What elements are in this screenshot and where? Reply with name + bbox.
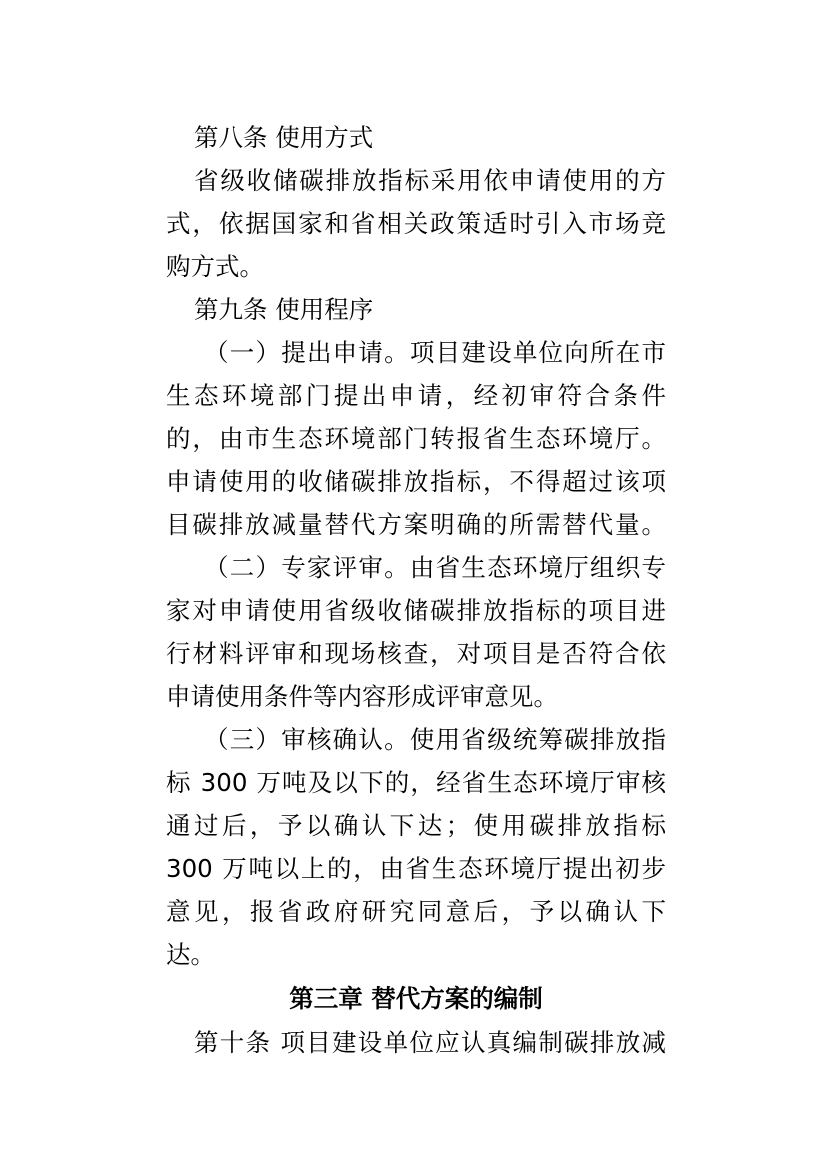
article-8-title: 第八条 使用方式: [194, 123, 374, 152]
paragraph-line: 申请使用条件等内容形成评审意见。: [166, 682, 558, 711]
paragraph-line: 的，由市生态环境部门转报省生态环境厅。: [166, 424, 666, 453]
paragraph-line: （一）提出申请。项目建设单位向所在市: [204, 338, 666, 367]
paragraph-line: 式，依据国家和省相关政策适时引入市场竞: [166, 209, 666, 238]
paragraph-line: 行材料评审和现场核查，对项目是否符合依: [166, 639, 666, 668]
paragraph-line: 300 万吨以上的，由省生态环境厅提出初步: [166, 854, 666, 883]
article-10-start: 第十条 项目建设单位应认真编制碳排放减: [194, 1028, 666, 1057]
paragraph-line: （二）专家评审。由省生态环境厅组织专: [204, 553, 666, 582]
article-9-title: 第九条 使用程序: [194, 295, 374, 324]
paragraph-line: 意见，报省政府研究同意后，予以确认下: [166, 897, 666, 926]
paragraph-line: 目碳排放减量替代方案明确的所需替代量。: [166, 510, 666, 539]
paragraph-line: 省级收储碳排放指标采用依申请使用的方: [194, 166, 666, 195]
chapter-3-heading: 第三章 替代方案的编制: [289, 984, 543, 1013]
paragraph-line: 申请使用的收储碳排放指标，不得超过该项: [166, 467, 666, 496]
paragraph-line: （三）审核确认。使用省级统筹碳排放指: [204, 725, 666, 754]
paragraph-line: 购方式。: [166, 252, 264, 281]
paragraph-line: 通过后，予以确认下达；使用碳排放指标: [166, 811, 666, 840]
paragraph-line: 达。: [166, 940, 215, 969]
paragraph-line: 标 300 万吨及以下的，经省生态环境厅审核: [166, 768, 666, 797]
paragraph-line: 生态环境部门提出申请，经初审符合条件: [166, 381, 666, 410]
paragraph-line: 家对申请使用省级收储碳排放指标的项目进: [166, 596, 666, 625]
